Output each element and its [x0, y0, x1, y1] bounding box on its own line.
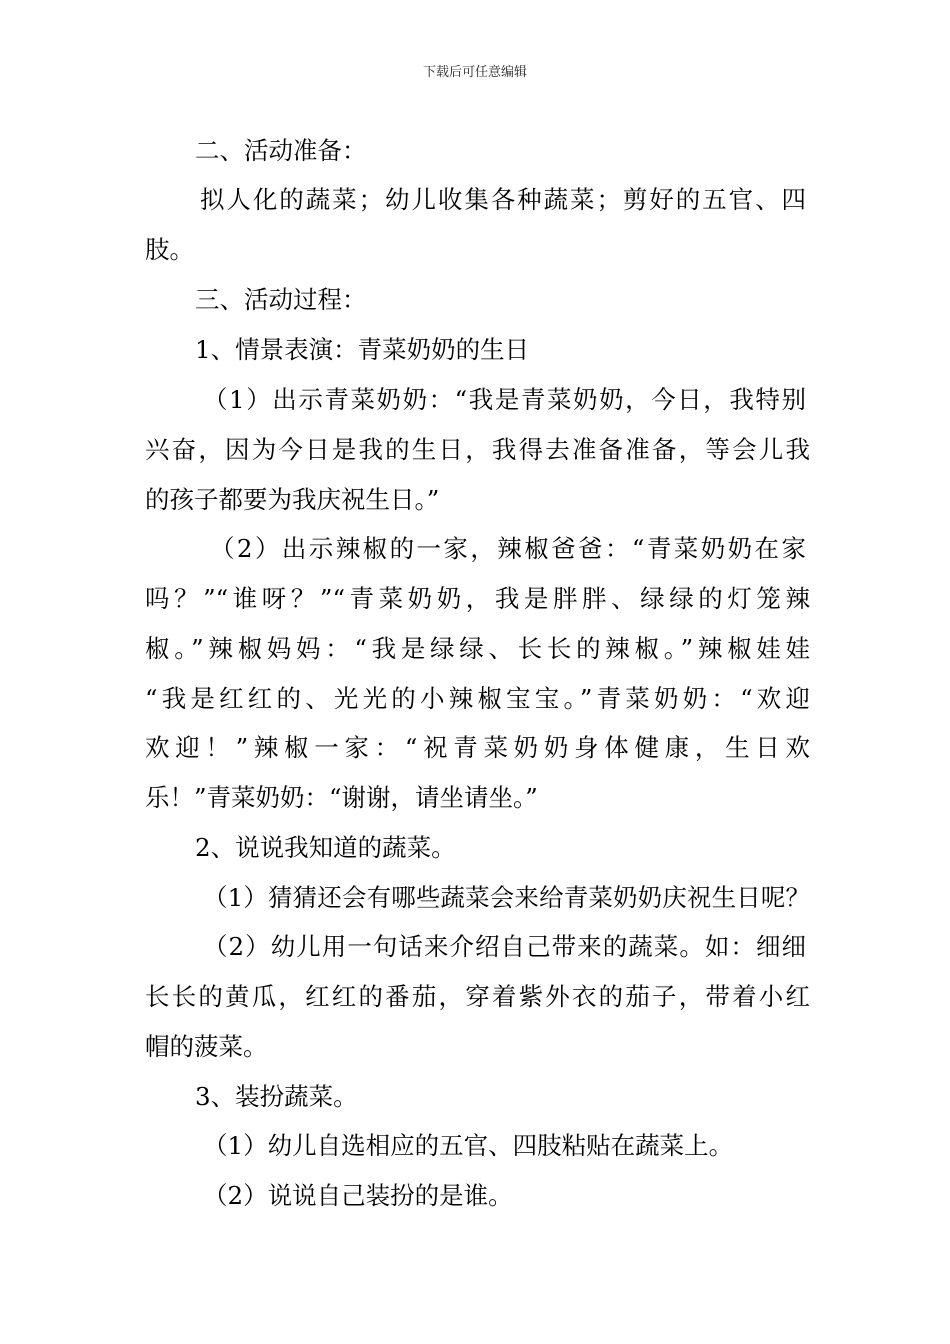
paragraph-line: 肢。: [145, 235, 194, 264]
section-heading-preparation: 二、活动准备：: [195, 136, 367, 165]
step-heading: 2、说说我知道的蔬菜。: [195, 833, 456, 862]
paragraph-line: （1）猜猜还会有哪些蔬菜会来给青菜奶奶庆祝生日呢？: [203, 883, 810, 912]
paragraph-line: 拟人化的蔬菜；幼儿收集各种蔬菜；剪好的五官、四: [200, 185, 806, 214]
paragraph-line: 帽的菠菜。: [145, 1032, 268, 1061]
paragraph-line: （2）说说自己装扮的是谁。: [203, 1181, 513, 1210]
paragraph-line: 兴奋，因为今日是我的生日，我得去准备准备，等会儿我: [145, 435, 810, 464]
page-header: 下载后可任意编辑: [422, 65, 527, 80]
paragraph-line: （1）出示青菜奶奶：“我是青菜奶奶，今日，我特别: [203, 385, 806, 414]
paragraph-line: （2）幼儿用一句话来介绍自己带来的蔬菜。如：细细: [203, 932, 806, 961]
paragraph-line: 乐！”青菜奶奶：“谢谢，请坐请坐。”: [145, 783, 538, 812]
step-heading: 1、情景表演：青菜奶奶的生日: [195, 335, 530, 364]
paragraph-line: “我是红红的、光光的小辣椒宝宝。”青菜奶奶：“欢迎: [145, 684, 810, 713]
paragraph-line: （2）出示辣椒的一家，辣椒爸爸：“青菜奶奶在家: [210, 534, 806, 563]
section-heading-process: 三、活动过程：: [195, 285, 367, 314]
paragraph-line: 吗？”“谁呀？”“青菜奶奶，我是胖胖、绿绿的灯笼辣: [145, 584, 810, 613]
paragraph-line: 欢迎！”辣椒一家：“祝青菜奶奶身体健康，生日欢: [145, 733, 810, 762]
paragraph-line: 椒。”辣椒妈妈：“我是绿绿、长长的辣椒。”辣椒娃娃: [145, 634, 810, 663]
step-heading: 3、装扮蔬菜。: [195, 1082, 358, 1111]
paragraph-line: 的孩子都要为我庆祝生日。”: [145, 485, 440, 514]
paragraph-line: 长长的黄瓜，红红的番茄，穿着紫外衣的茄子，带着小红: [145, 982, 810, 1011]
paragraph-line: （1）幼儿自选相应的五官、四肢粘贴在蔬菜上。: [203, 1131, 734, 1160]
